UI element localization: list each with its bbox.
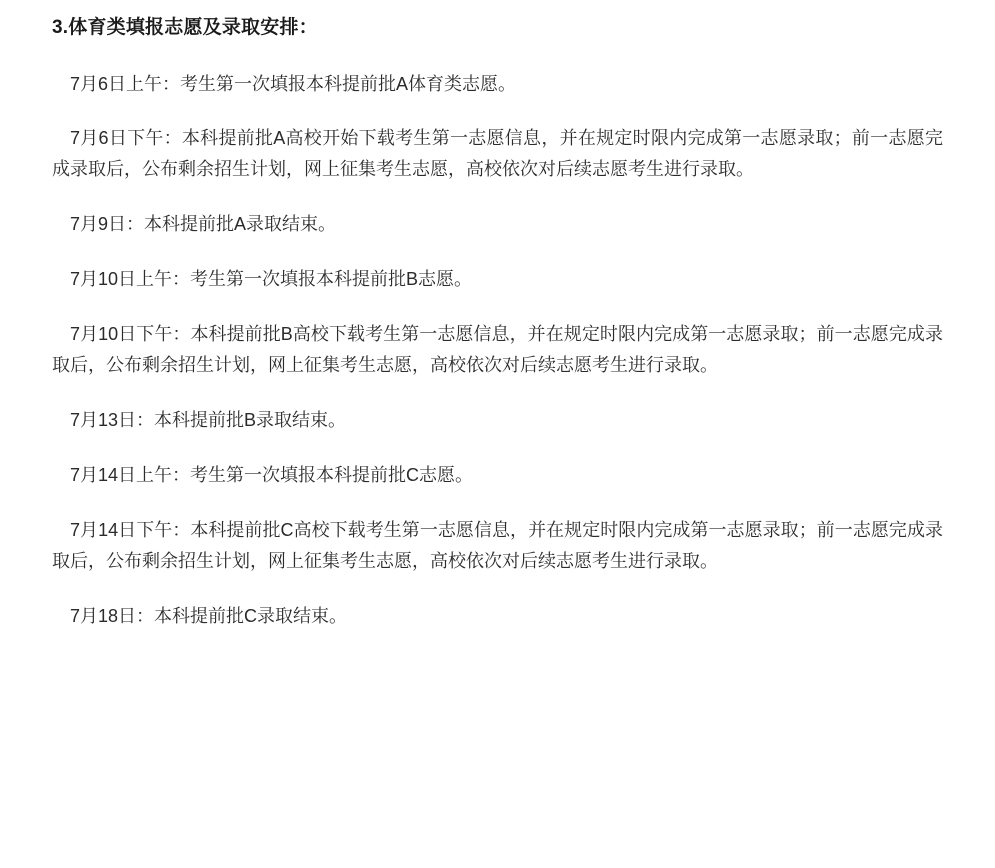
paragraph-8 xyxy=(52,515,943,577)
paragraph-5 xyxy=(52,319,943,381)
paragraph-text: 7月6日下午：本科提前批A高校开始下载考生第一志愿信息，并在规定时限内完成第一志愿录取；前一志愿完成录取后，公布剩余招生计划，网上征集考生志愿，高校依次对后续志愿考生进行录取。 xyxy=(52,128,943,180)
paragraph-7 xyxy=(52,460,943,491)
paragraph-2 xyxy=(52,123,943,185)
section-heading: 3.体育类填报志愿及录取安排： xyxy=(52,17,318,38)
paragraph-4 xyxy=(52,264,943,295)
paragraph-text: 7月14日上午：考生第一次填报本科提前批C志愿。 xyxy=(70,465,474,486)
paragraph-text: 7月10日下午：本科提前批B高校下载考生第一志愿信息，并在规定时限内完成第一志愿录取；前一志愿完成录取后，公布剩余招生计划，网上征集考生志愿，高校依次对后续志愿考生进行录取。 xyxy=(52,324,943,376)
paragraph-text: 7月18日：本科提前批C录取结束。 xyxy=(70,605,348,626)
paragraph-text: 7月13日：本科提前批B录取结束。 xyxy=(70,410,347,431)
paragraph-3 xyxy=(52,209,943,240)
paragraph-text: 7月10日上午：考生第一次填报本科提前批B志愿。 xyxy=(70,269,473,290)
paragraph-text: 7月14日下午：本科提前批C高校下载考生第一志愿信息，并在规定时限内完成第一志愿录取；前一志愿完成录取后，公布剩余招生计划，网上征集考生志愿，高校依次对后续志愿考生进行录取。 xyxy=(52,520,943,572)
paragraph-text: 7月6日上午：考生第一次填报本科提前批A体育类志愿。 xyxy=(70,73,517,94)
paragraph-text: 7月9日：本科提前批A录取结束。 xyxy=(70,214,337,235)
paragraph-6 xyxy=(52,405,943,436)
paragraph-1 xyxy=(52,69,943,100)
paragraph-9 xyxy=(52,601,943,632)
